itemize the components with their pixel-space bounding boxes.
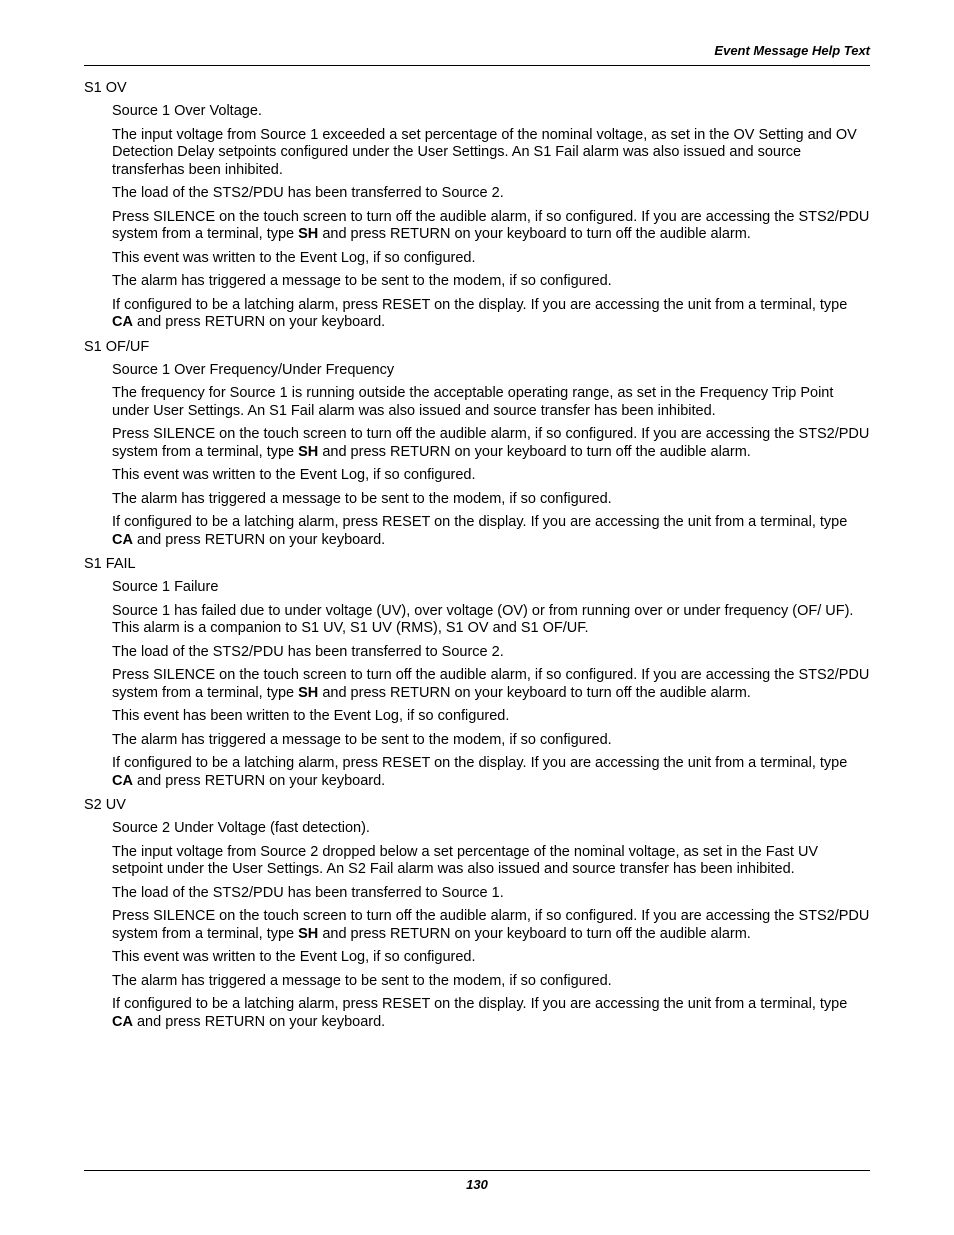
event-paragraph: The load of the STS2/PDU has been transferred to Source 1. <box>112 884 504 901</box>
header-rule <box>84 65 870 66</box>
event-paragraph: This event was written to the Event Log, if so configured. <box>112 467 476 483</box>
event-paragraph: The frequency for Source 1 is running outside the acceptable operating range, as set in the Frequency Trip Point under User Settings. An S1 Fail alarm was also issued and source transfer has been inhibited. <box>112 385 834 419</box>
event-paragraph: The input voltage from Source 2 dropped below a set percentage of the nominal voltage, as set in the Fast UV setpoint under the User Settings. An S2 Fail alarm was also issued and source transfer has been inhibited. <box>112 843 819 877</box>
event-description: Source 1 Over Voltage. <box>112 103 262 119</box>
event-paragraph: Press SILENCE on the touch screen to turn off the audible alarm, if so configured. If you are accessing the STS2/PDU system from a terminal, type SH and press RETURN on your keyboard to turn off the audible alarm. <box>112 667 870 701</box>
running-header-title: Event Message Help Text <box>714 43 870 58</box>
event-description: Source 1 Over Frequency/Under Frequency <box>112 361 395 378</box>
event-paragraph: The alarm has triggered a message to be sent to the modem, if so configured. <box>112 972 612 989</box>
command-keyword: CA <box>112 1013 133 1030</box>
event-paragraph: Press SILENCE on the touch screen to turn off the audible alarm, if so configured. If you are accessing the STS2/PDU system from a terminal, type SH and press RETURN on your keyboard to turn off the audible alarm. <box>112 426 870 460</box>
event-code: S1 FAIL <box>84 556 136 572</box>
event-entry <box>84 79 870 332</box>
event-entry <box>84 555 870 790</box>
event-paragraph: If configured to be a latching alarm, press RESET on the display. If you are accessing the unit from a terminal, type CA and press RETURN on your keyboard. <box>112 996 848 1030</box>
event-paragraph: The alarm has triggered a message to be sent to the modem, if so configured. <box>112 490 612 507</box>
command-keyword: CA <box>112 531 133 548</box>
event-paragraph: Press SILENCE on the touch screen to turn off the audible alarm, if so configured. If you are accessing the STS2/PDU system from a terminal, type SH and press RETURN on your keyboard to turn off the audible alarm. <box>112 908 870 942</box>
event-paragraph: This event was written to the Event Log, if so configured. <box>112 949 476 965</box>
event-paragraph: The alarm has triggered a message to be sent to the modem, if so configured. <box>112 731 612 748</box>
event-paragraph: This event has been written to the Event Log, if so configured. <box>112 708 510 724</box>
page-number: 130 <box>466 1177 488 1192</box>
event-paragraph: This event was written to the Event Log, if so configured. <box>112 249 476 266</box>
event-paragraph: The load of the STS2/PDU has been transferred to Source 2. <box>112 185 504 201</box>
event-paragraph: The alarm has triggered a message to be sent to the modem, if so configured. <box>112 273 612 289</box>
event-paragraph: If configured to be a latching alarm, press RESET on the display. If you are accessing the unit from a terminal, type CA and press RETURN on your keyboard. <box>112 755 848 789</box>
event-description: Source 2 Under Voltage (fast detection). <box>112 820 370 836</box>
event-code: S2 UV <box>84 797 126 813</box>
command-keyword: CA <box>112 314 133 330</box>
event-code: S1 OV <box>84 80 127 96</box>
event-code: S1 OF/UF <box>84 338 150 355</box>
event-description: Source 1 Failure <box>112 579 219 595</box>
event-paragraph: If configured to be a latching alarm, press RESET on the display. If you are accessing the unit from a terminal, type CA and press RETURN on your keyboard. <box>112 296 848 330</box>
command-keyword: SH <box>298 443 319 460</box>
command-keyword: CA <box>112 772 133 789</box>
command-keyword: SH <box>298 226 319 242</box>
event-entry <box>84 338 870 550</box>
command-keyword: SH <box>298 925 319 942</box>
command-keyword: SH <box>298 684 319 701</box>
event-paragraph: The load of the STS2/PDU has been transferred to Source 2. <box>112 643 504 660</box>
event-paragraph: The input voltage from Source 1 exceeded a set percentage of the nominal voltage, as set in the OV Setting and OV Detection Delay setpoints configured under the User Settings. An S1 Fail alarm was also issued and source transferhas been inhibited. <box>112 126 857 178</box>
document-body <box>84 79 870 1037</box>
event-paragraph: Press SILENCE on the touch screen to turn off the audible alarm, if so configured. If you are accessing the STS2/PDU system from a terminal, type SH and press RETURN on your keyboard to turn off the audible alarm. <box>112 208 870 242</box>
event-entry <box>84 796 870 1031</box>
event-paragraph: If configured to be a latching alarm, press RESET on the display. If you are accessing the unit from a terminal, type CA and press RETURN on your keyboard. <box>112 514 848 548</box>
footer-rule <box>84 1170 870 1171</box>
event-paragraph: Source 1 has failed due to under voltage (UV), over voltage (OV) or from running over or under frequency (OF/ UF). This alarm is a companion to S1 UV, S1 UV (RMS), S1 OV and S1 OF/UF. <box>112 602 854 636</box>
